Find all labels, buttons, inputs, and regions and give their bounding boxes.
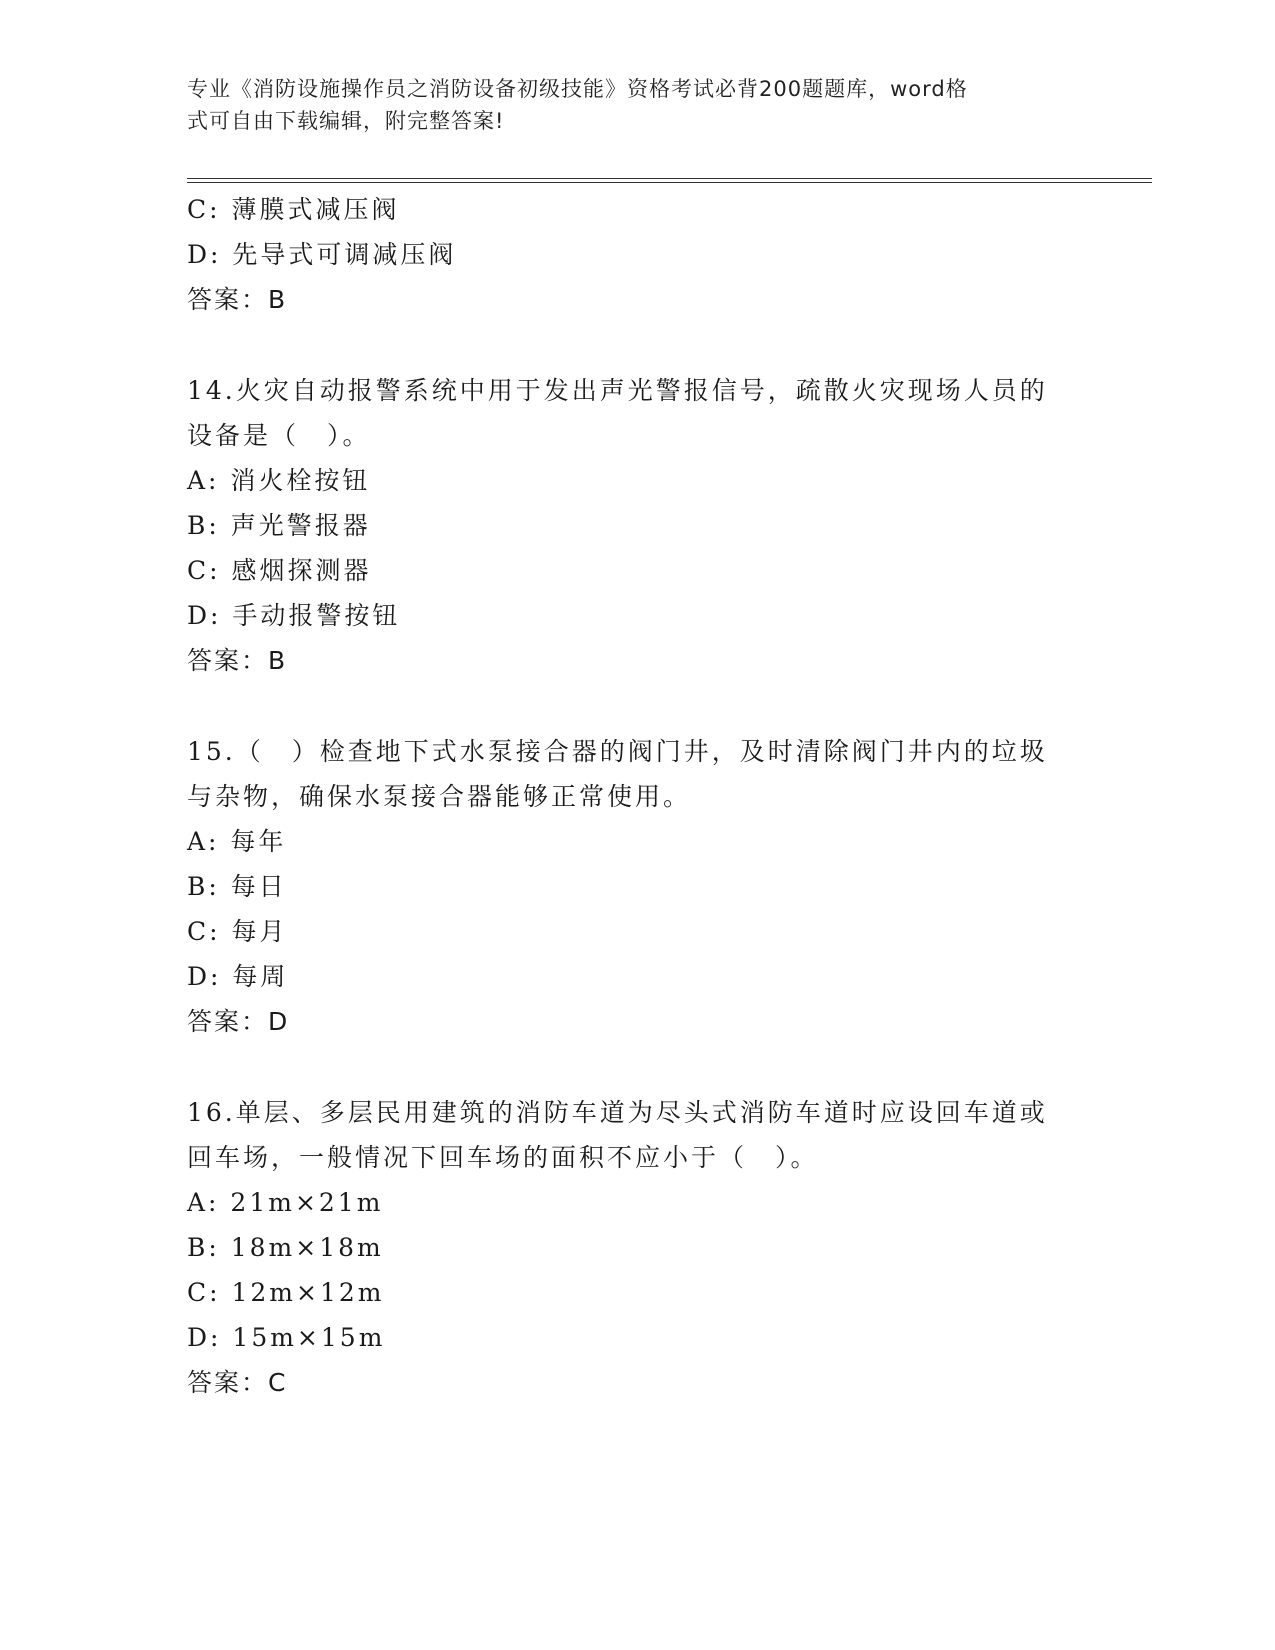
q16-option-b: B: 18m×18m: [187, 1233, 384, 1262]
header-line-1: 专业《消防设施操作员之消防设备初级技能》资格考试必背200题题库，word格: [187, 77, 968, 101]
q14-option-a: A: 消火栓按钮: [187, 466, 371, 495]
q16-option-d: D: 15m×15m: [187, 1323, 386, 1352]
q15-option-d: D: 每周: [187, 962, 289, 991]
q14-option-d: D: 手动报警按钮: [187, 601, 401, 630]
header-line-2: 式可自由下载编辑，附完整答案!: [187, 109, 505, 133]
q16-option-a: A: 21m×21m: [187, 1188, 384, 1217]
q14-stem-line-2: 设备是（ ）。: [187, 421, 371, 450]
q15-stem-line-1: 15.（ ）检查地下式水泵接合器的阀门井，及时清除阀门井内的垃圾: [187, 737, 1048, 766]
q16-stem-line-1: 16.单层、多层民用建筑的消防车道为尽头式消防车道时应设回车道或: [187, 1098, 1048, 1127]
q13-option-c: C: 薄膜式减压阀: [187, 195, 400, 224]
q14-stem-line-1: 14.火灾自动报警系统中用于发出声光警报信号，疏散火灾现场人员的: [187, 376, 1048, 405]
q14-answer: 答案：B: [187, 646, 288, 675]
document-header: [187, 73, 1067, 137]
q16-option-c: C: 12m×12m: [187, 1278, 385, 1307]
q13-option-d: D: 先导式可调减压阀: [187, 240, 457, 269]
q14-option-c: C: 感烟探测器: [187, 556, 372, 585]
q15-option-a: A: 每年: [187, 827, 287, 856]
q16-answer: 答案：C: [187, 1368, 288, 1397]
q15-stem-line-2: 与杂物，确保水泵接合器能够正常使用。: [187, 782, 692, 811]
q15-option-c: C: 每月: [187, 917, 288, 946]
q16-stem-line-2: 回车场，一般情况下回车场的面积不应小于（ ）。: [187, 1143, 819, 1172]
header-divider: [187, 178, 1152, 183]
q15-answer: 答案：D: [187, 1007, 290, 1036]
q13-answer: 答案：B: [187, 285, 288, 314]
q15-option-b: B: 每日: [187, 872, 287, 901]
q14-option-b: B: 声光警报器: [187, 511, 371, 540]
